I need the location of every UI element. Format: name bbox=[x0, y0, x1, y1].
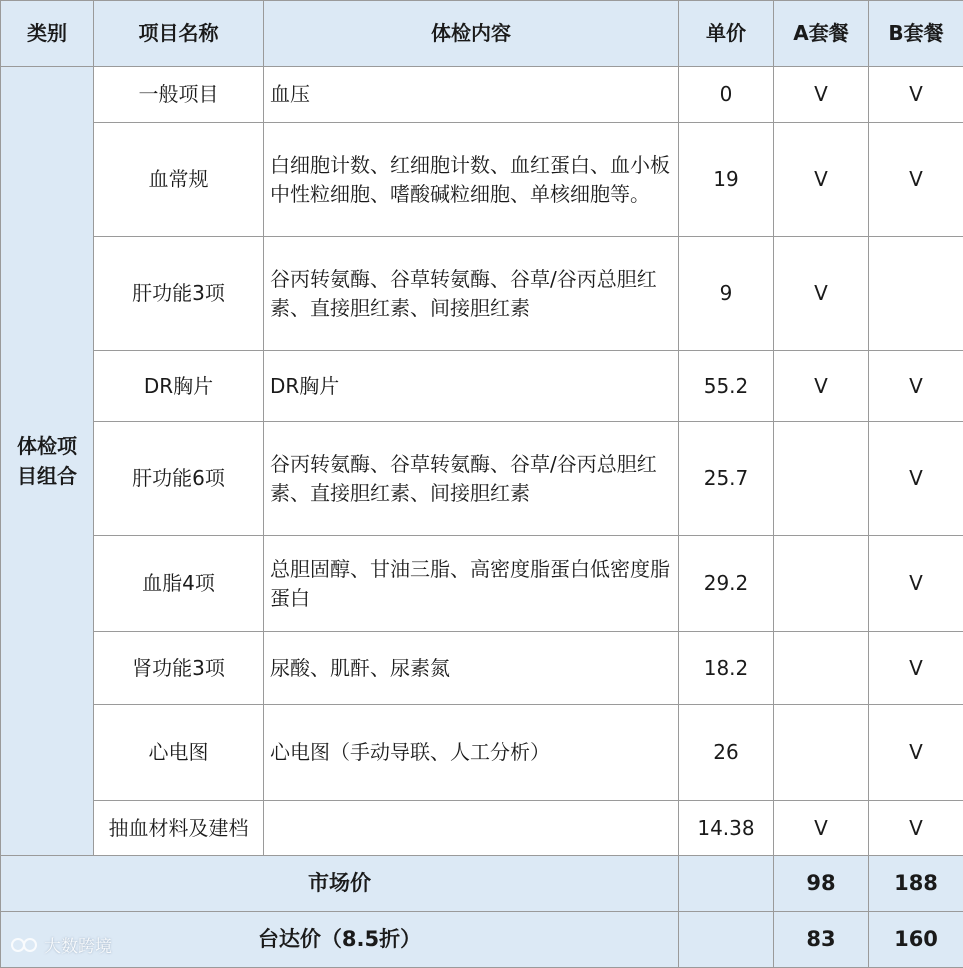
table-row bbox=[1, 705, 963, 801]
category-cell bbox=[1, 67, 94, 856]
item-package-b: V bbox=[869, 536, 963, 632]
header-content: 体检内容 bbox=[264, 1, 679, 67]
table-row bbox=[1, 422, 963, 536]
item-content: 心电图（手动导联、人工分析） bbox=[264, 705, 679, 801]
discount-price-a: 83 bbox=[774, 912, 869, 968]
watermark-text: 大数跨境 bbox=[44, 932, 112, 957]
header-row bbox=[1, 1, 963, 67]
item-name: 血脂4项 bbox=[94, 536, 264, 632]
item-name: 肝功能3项 bbox=[94, 237, 264, 351]
header-category: 类别 bbox=[1, 1, 94, 67]
item-package-b: V bbox=[869, 351, 963, 422]
item-content: 白细胞计数、红细胞计数、血红蛋白、血小板中性粒细胞、嗜酸碱粒细胞、单核细胞等。 bbox=[264, 123, 679, 237]
watermark bbox=[10, 932, 112, 957]
header-package-b: B套餐 bbox=[869, 1, 963, 67]
header-package-a: A套餐 bbox=[774, 1, 869, 67]
item-name: 肝功能6项 bbox=[94, 422, 264, 536]
item-package-a bbox=[774, 705, 869, 801]
discount-price-row bbox=[1, 912, 963, 968]
market-price-b: 188 bbox=[869, 856, 963, 912]
item-name: 一般项目 bbox=[94, 67, 264, 123]
item-price: 29.2 bbox=[679, 536, 774, 632]
discount-price-label: 台达价（8.5折） bbox=[1, 912, 679, 968]
item-name: 肾功能3项 bbox=[94, 632, 264, 705]
market-price-a: 98 bbox=[774, 856, 869, 912]
item-content: 谷丙转氨酶、谷草转氨酶、谷草/谷丙总胆红素、直接胆红素、间接胆红素 bbox=[264, 237, 679, 351]
item-price: 26 bbox=[679, 705, 774, 801]
item-price: 25.7 bbox=[679, 422, 774, 536]
item-price: 14.38 bbox=[679, 801, 774, 856]
market-price-label: 市场价 bbox=[1, 856, 679, 912]
item-name: 心电图 bbox=[94, 705, 264, 801]
item-package-b: V bbox=[869, 422, 963, 536]
item-content bbox=[264, 801, 679, 856]
item-content: 尿酸、肌酐、尿素氮 bbox=[264, 632, 679, 705]
table-row bbox=[1, 237, 963, 351]
category-label: 体检项目组合 bbox=[9, 431, 85, 491]
item-price: 0 bbox=[679, 67, 774, 123]
item-package-b: V bbox=[869, 123, 963, 237]
watermark-logo-icon bbox=[10, 935, 40, 955]
item-package-a bbox=[774, 422, 869, 536]
item-package-a bbox=[774, 632, 869, 705]
item-package-a: V bbox=[774, 801, 869, 856]
table-row bbox=[1, 801, 963, 856]
table-row bbox=[1, 632, 963, 705]
table-row bbox=[1, 536, 963, 632]
table-row bbox=[1, 67, 963, 123]
header-price: 单价 bbox=[679, 1, 774, 67]
table-row bbox=[1, 351, 963, 422]
discount-price-b: 160 bbox=[869, 912, 963, 968]
item-price: 19 bbox=[679, 123, 774, 237]
table-row bbox=[1, 123, 963, 237]
item-price: 55.2 bbox=[679, 351, 774, 422]
item-package-b: V bbox=[869, 801, 963, 856]
market-price-empty bbox=[679, 856, 774, 912]
item-package-a: V bbox=[774, 351, 869, 422]
item-content: 谷丙转氨酶、谷草转氨酶、谷草/谷丙总胆红素、直接胆红素、间接胆红素 bbox=[264, 422, 679, 536]
item-package-b: V bbox=[869, 632, 963, 705]
market-price-row bbox=[1, 856, 963, 912]
item-package-a: V bbox=[774, 123, 869, 237]
item-package-b bbox=[869, 237, 963, 351]
item-package-a: V bbox=[774, 67, 869, 123]
discount-price-empty bbox=[679, 912, 774, 968]
item-content: 血压 bbox=[264, 67, 679, 123]
item-package-a: V bbox=[774, 237, 869, 351]
item-name: 血常规 bbox=[94, 123, 264, 237]
item-content: DR胸片 bbox=[264, 351, 679, 422]
header-name: 项目名称 bbox=[94, 1, 264, 67]
item-name: 抽血材料及建档 bbox=[94, 801, 264, 856]
item-name: DR胸片 bbox=[94, 351, 264, 422]
item-price: 9 bbox=[679, 237, 774, 351]
item-package-b: V bbox=[869, 705, 963, 801]
item-price: 18.2 bbox=[679, 632, 774, 705]
item-package-b: V bbox=[869, 67, 963, 123]
item-content: 总胆固醇、甘油三脂、高密度脂蛋白低密度脂蛋白 bbox=[264, 536, 679, 632]
item-package-a bbox=[774, 536, 869, 632]
